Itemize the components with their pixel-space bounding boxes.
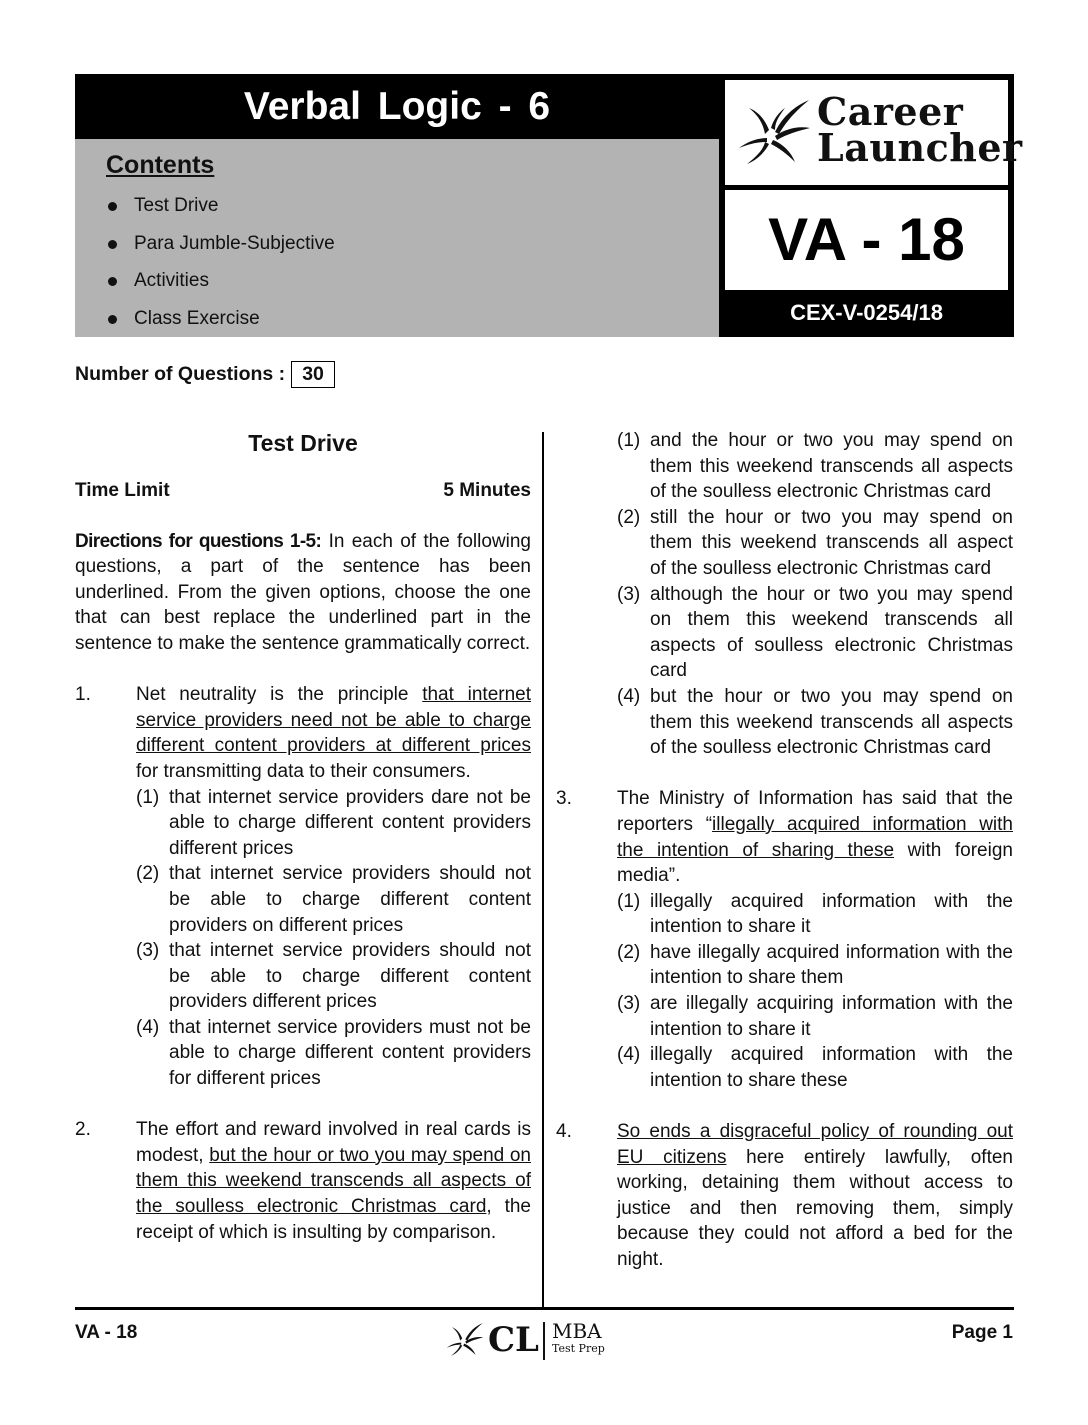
cl-mba-logo: CL MBA Test Prep [442,1318,612,1362]
bullet-icon [108,315,117,324]
cex-code: CEX-V-0254/18 [790,300,943,325]
option: (4) illegally acquired information with the intention to share these [617,1044,1013,1091]
question-text: Net neutrality is the principle that internet service providers need not be able to charge different content providers at different prices for transmitting data to their consumers. [136,684,531,782]
footer-rule [75,1307,1014,1310]
swirl-logo-icon [442,1322,486,1358]
question-text: The Ministry of Information has said that the reporters “illegally acquired information with the intention of sharing these with foreign media”. [617,788,1013,887]
module-code: VA - 18 [725,190,1008,290]
question-4 [556,1119,1013,1273]
question-text: So ends a disgraceful policy of rounding out EU citizens here entirely lawfully, often working, detaining them without access to justice and then removing them, simply because they could not afford a bed for the night. [617,1121,1013,1270]
number-of-questions: Number of Questions : 30 [75,359,335,389]
option: (3) although the hour or two you may spend on them this weekend transcends all aspects of soulless electronic Christmas card [617,583,1013,682]
options [136,785,531,1092]
option: (4) that internet service providers must not be able to charge different content providers for different prices [136,1016,531,1090]
contents-item: Para Jumble-Subjective [106,229,335,267]
column-divider [542,432,544,1308]
option: (3) are illegally acquiring information with the intention to share it [617,993,1013,1040]
question-count-box: 30 [291,361,335,388]
option: (3) that internet service providers should not be able to charge different content providers different prices [136,940,531,1013]
left-column [75,428,531,1245]
contents-item: Test Drive [106,191,335,229]
brand-name: Career Launcher [817,89,1023,170]
contents-list [106,191,335,341]
option: (4) but the hour or two you may spend on them this weekend transcends all aspects of the soulless electronic Christmas card [617,685,1013,759]
header [75,74,1023,337]
career-launcher-logo [725,80,1023,185]
question-number: 2. [75,1119,91,1141]
footer-code: VA - 18 [75,1322,138,1343]
options [617,428,1013,761]
page-number: Page 1 [951,1322,1013,1343]
section-title: Test Drive [248,430,358,456]
time-limit: Time Limit 5 Minutes [75,480,531,501]
option: (1) that internet service providers dare not be able to charge different content providers different prices [136,786,531,859]
directions: Directions for questions 1-5: In each of the following questions, a part of the sentence has been underlined. From the given options, choose the one that can best replace the underlined part in the sentence to make the sentence grammatically correct. [75,530,531,654]
question-text: The effort and reward involved in real cards is modest, but the hour or two you may spend on them this weekend transcends all aspects of the soulless electronic Christmas card, the receipt of which is insulting by comparison. [136,1119,531,1243]
swirl-logo-icon [735,98,810,168]
bullet-icon [108,202,117,211]
question-2-options [556,428,1013,761]
question-1 [75,682,531,1092]
contents-item: Class Exercise [106,304,335,342]
option: (1) and the hour or two you may spend on them this weekend transcends all aspects of the soulless electronic Christmas card [617,430,1013,503]
option: (2) still the hour or two you may spend on them this weekend transcends all aspect of the soulless electronic Christmas card [617,506,1013,579]
question-3 [556,786,1013,1093]
page-title: Verbal Logic - 6 [75,74,719,139]
question-2 [75,1117,531,1245]
question-number: 1. [75,684,91,706]
question-number: 4. [556,1121,572,1143]
brand-box [719,74,1023,337]
question-number: 3. [556,788,572,810]
contents-item: Activities [106,266,335,304]
option: (2) that internet service providers should not be able to charge different content providers on different prices [136,863,531,936]
option: (1) illegally acquired information with the intention to share it [617,890,1013,938]
bullet-icon [108,277,117,286]
options [617,889,1013,1094]
option: (2) have illegally acquired information with the intention to share them [617,941,1013,989]
contents-box [75,139,719,337]
contents-title: Contents [106,151,215,179]
right-column [556,428,1013,1273]
bullet-icon [108,240,117,249]
